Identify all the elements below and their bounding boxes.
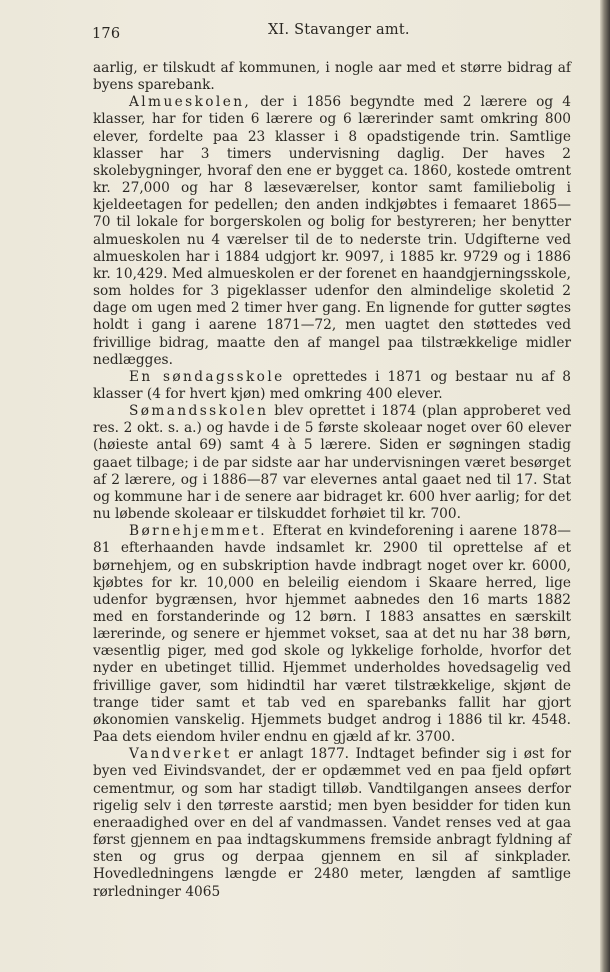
paragraph-lead: Børnehjemmet. bbox=[129, 523, 268, 540]
paragraph-text: oprettedes i 1871 og bestaar nu af 8 klasser (4 for hvert kjøn) med omkring 400 elever. bbox=[93, 368, 571, 402]
paragraph-vandverket bbox=[93, 746, 571, 900]
running-title: XI. Stavanger amt. bbox=[268, 22, 410, 38]
page-header bbox=[92, 22, 572, 44]
paragraph-text: Efterat en kvindeforening i aarene 1878—81 efterhaanden havde indsamlet kr. 2900 til oprettelse af et børnehjem, og en subskription havde indbragt noget over kr. 6000, kjøbtes for kr. 10,000 en beleilig eiendom i Skaare herred, lige udenfor bygrænsen, hvor hjemmet aabnedes den 16 marts 1882 med en forstanderinde og 12 børn. I 1883 ansattes en særskilt lærerinde, og senere er hjemmet vokset, saa at det nu har 38 børn, væsentlig piger, med god skole og lykkelige forholde, hvorfor det nyder en ubetinget tillid. Hjemmet underholdes hovedsagelig ved frivillige gaver, som hidindtil har været tilstrækkelige, skjønt de trange tider samt et tab ved en sparebanks fallit har gjort økonomien vanskelig. Hjemmets budget androg i 1886 til kr. 4548. Paa dets eiendom hviler endnu en gjæld af kr. 3700. bbox=[93, 523, 571, 746]
paragraph-intro bbox=[93, 60, 571, 94]
paragraph-lead: En søndagsskole bbox=[129, 368, 285, 385]
paragraph-text: der i 1856 begyndte med 2 lærere og 4 klasser, har for tiden 6 lærere og 6 lærerinder samt omkring 800 elever, fordelte paa 23 klasser i 8 opadstigende trin. Samtlige klasser har 3 timers undervisning daglig. Der haves 2 skolebygninger, hvoraf den ene er bygget ca. 1860, kostede omtrent kr. 27,000 og har 8 læseværelser, kontor samt familiebolig i kjeldeetagen for pedellen; den anden indkjøbtes i femaaret 1865—70 til lokale for borgerskolen og bolig for bestyreren; her benytter almueskolen nu 4 værelser til de to nederste trin. Udgifterne ved almueskolen har i 1884 udgjort kr. 9097, i 1885 kr. 9729 og i 1886 kr. 10,429. Med almueskolen er der forenet en haandgjerningsskole, som holdes for 3 pigeklasser udenfor den almindelige skoletid 2 dage om ugen med 2 timer hver gang. En lignende for gutter søgtes holdt i gang i aarene 1871—72, men uagtet den støttedes ved frivillige bidrag, maatte den af mangel paa tilstrækkelige midler nedlægges. bbox=[93, 94, 571, 368]
page-number: 176 bbox=[92, 26, 121, 42]
paragraph-lead: Vandverket bbox=[129, 746, 232, 763]
body-text bbox=[93, 60, 571, 901]
paragraph-text: er anlagt 1877. Indtaget befinder sig i øst for byen ved Eivindsvandet, der er opdæmmet ved en paa fjeld opført cementmur, og som har stadigt tilløb. Vandtilgangen ansees derfor rigelig selv i den tørreste aarstid; men byen besidder for tiden kun eneraadighed over en del af vandmassen. Vandet renses ved at gaa først gjennem en paa indtagskummens fremside anbragt fyldning af sten og grus og derpaa gjennem en sil af sinkplader. Hovedledningens længde er 2480 meter, længden af samtlige rørledninger 4065 bbox=[93, 746, 571, 900]
paragraph-somandsskolen bbox=[93, 403, 571, 523]
paragraph-lead: Sømandsskolen bbox=[129, 403, 269, 420]
paragraph-text: blev oprettet i 1874 (plan approberet ved res. 2 okt. s. a.) og havde i de 5 første skoleaar noget over 60 elever (høieste antal 69) samt 4 à 5 lærere. Siden er søgningen stadig gaaet tilbage; i de par sidste aar har undervisningen været besørget af 2 lærere, og i 1886—87 var elevernes antal gaaet ned til 17. Stat og kommune har i de senere aar bidraget kr. 600 hver aarlig; for det nu løbende skoleaar er tilskuddet forhøiet til kr. 700. bbox=[93, 403, 571, 523]
paragraph-sondagsskole bbox=[93, 369, 571, 403]
paragraph-lead: Almueskolen, bbox=[129, 94, 252, 111]
paragraph-almueskolen bbox=[93, 94, 571, 369]
paragraph-bornehjemmet bbox=[93, 523, 571, 746]
paragraph-text: aarlig, er tilskudt af kommunen, i nogle aar med et større bidrag af byens sparebank. bbox=[93, 60, 571, 94]
page-edge bbox=[600, 0, 610, 972]
